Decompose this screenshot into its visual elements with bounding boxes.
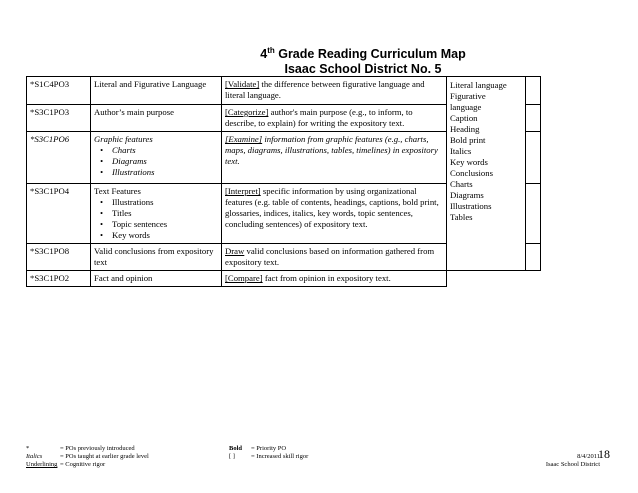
district-footer: Isaac School District [545,461,600,468]
bullet-item: • Illustrations [112,197,218,208]
objective [222,271,447,287]
footer-legend-2 [229,445,308,461]
bullet-item: • Charts [112,145,218,156]
vocabulary-cell [447,77,526,271]
objective [222,105,447,132]
bullet-item: • Titles [112,208,218,219]
objective-verb: [Compare] [225,273,263,283]
vocab-item: Caption [450,113,478,123]
legend-symbol: Bold [229,445,243,452]
grade-number: 4 [260,47,268,61]
curriculum-table [26,76,541,287]
po-code: *S3C1PO6 [27,132,91,184]
objective [222,132,447,184]
vocab-item: language [450,102,482,112]
topic: Author’s main purpose [91,105,222,132]
objective-text: author's main purpose (e.g., to inform, to describe, to explain) for writing the expository text. [225,107,413,128]
table-row [27,271,541,287]
topic [91,132,222,184]
empty-cell [526,105,541,132]
empty-cell [447,271,526,287]
objective-verb: [Interpret] [225,186,261,196]
vocab-item: Illustrations [450,201,492,211]
bullet-item: • Diagrams [112,156,218,167]
legend-symbol: Italics [26,453,43,460]
objective-text: specific information by using organizational features (e.g. table of contents, headings, captions, bold print, glossaries, indices, italics, key words, topic sentences, concluding sentences) of expository text. [225,186,439,229]
footer-date [546,453,600,469]
objective [222,184,447,244]
empty-cell [526,132,541,184]
legend-text: = Increased skill rigor [251,453,309,460]
date: 8/4/2011 [577,453,600,460]
vocab-item: Heading [450,124,480,134]
bullet-item: • Key words [112,230,218,241]
vocab-item: Conclusions [450,168,493,178]
empty-cell [526,271,541,287]
topic: Fact and opinion [91,271,222,287]
po-code: *S3C1PO2 [27,271,91,287]
topic: Valid conclusions from expository text [91,244,222,271]
page-number: 18 [598,447,610,461]
vocab-item: Charts [450,179,473,189]
objective-verb: Draw [225,246,245,256]
empty-cell [526,77,541,105]
objective-text: valid conclusions based on information gathered from expository text. [225,246,435,267]
po-code: *S3C1PO4 [27,184,91,244]
vocab-item: Tables [450,212,473,222]
objective-verb: [Examine] [225,134,263,144]
bullet-list [94,145,218,178]
bullet-item: • Illustrations [112,167,218,178]
topic: Literal and Figurative Language [91,77,222,105]
vocab-item: Key words [450,157,488,167]
objective-text: information from graphic features (e.g., charts, maps, diagrams, illustrations, tables, timelines) in expository text. [225,134,438,166]
legend-symbol: Underlining [26,461,58,468]
po-code: *S3C1PO3 [27,105,91,132]
empty-cell [526,244,541,271]
objective [222,244,447,271]
objective [222,77,447,105]
legend-text: = Cognitive rigor [60,461,106,468]
legend-text: = POs previously introduced [60,445,135,452]
topic-label: Graphic features [94,134,153,144]
table-row [27,77,541,105]
empty-cell [526,184,541,244]
legend-symbol: * [26,445,30,452]
bullet-item: • Topic sentences [112,219,218,230]
grade-superscript: th [267,45,275,55]
bullet-list [94,197,218,241]
po-code: *S3C1PO8 [27,244,91,271]
page-title [44,47,638,61]
objective-text: the difference between figurative language and literal language. [225,79,425,100]
vocab-item: Diagrams [450,190,484,200]
district-title: Isaac School District No. 5 [284,62,442,76]
objective-verb: [Categorize] [225,107,269,117]
topic [91,184,222,244]
vocab-item: Figurative [450,91,486,101]
title-text: Grade Reading Curriculum Map [274,47,466,61]
po-code: *S1C4PO3 [27,77,91,105]
footer-legend [26,445,149,469]
objective-text: fact from opinion in expository text. [262,273,391,283]
legend-text: = Priority PO [251,445,287,452]
vocab-item: Italics [450,146,472,156]
topic-label: Text Features [94,186,141,196]
legend-symbol: [ ] [229,453,235,460]
objective-verb: [Validate] [225,79,260,89]
legend-text: = POs taught at earlier grade level [60,453,149,460]
vocab-item: Bold print [450,135,486,145]
vocab-item: Literal language [450,80,507,90]
